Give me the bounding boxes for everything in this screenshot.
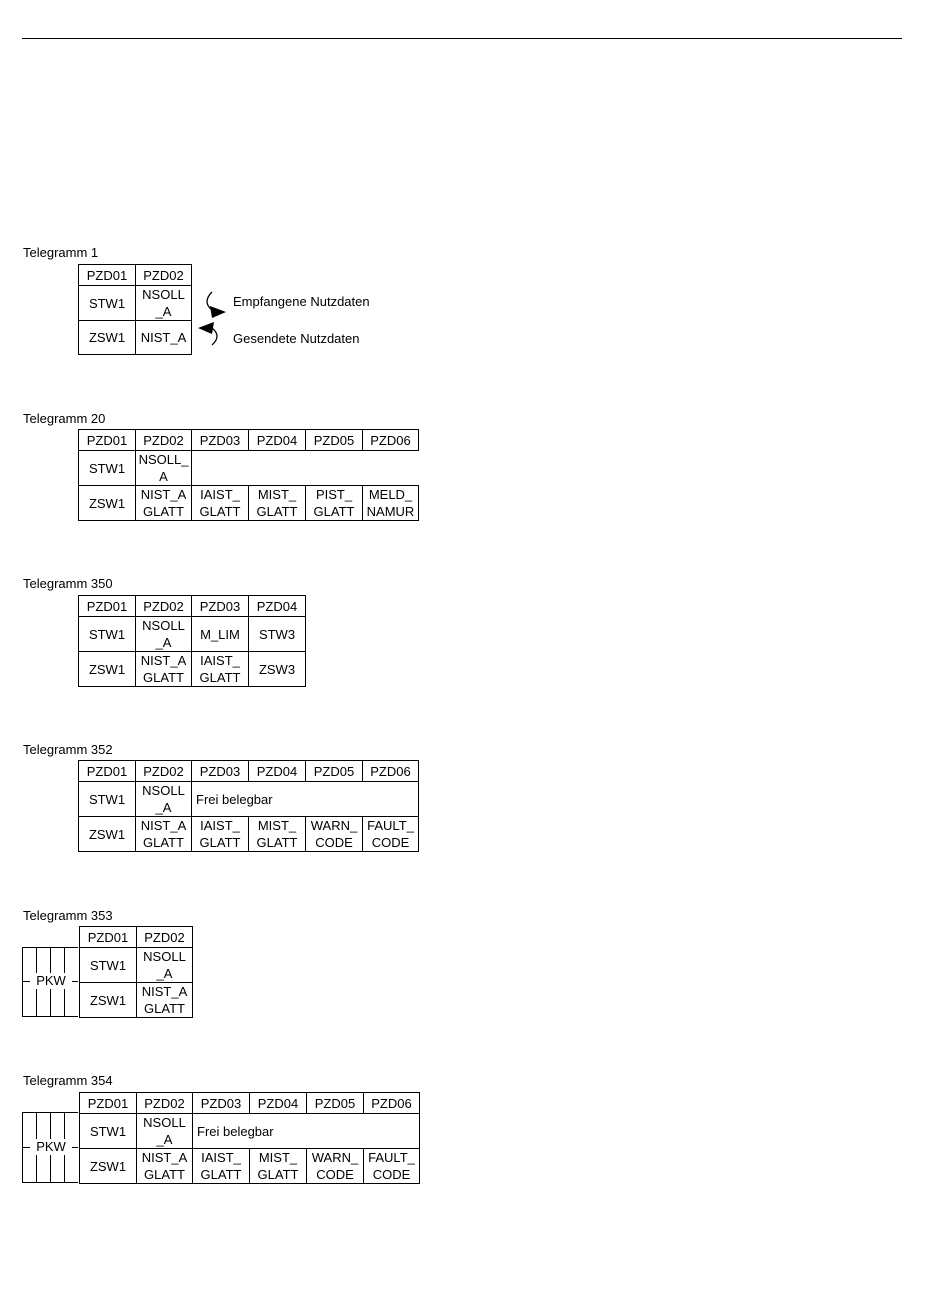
send-cell: NIST_A GLATT	[136, 486, 192, 521]
empty-area	[192, 451, 419, 486]
receive-cell: STW1	[79, 782, 136, 817]
receive-cell: STW1	[80, 1114, 137, 1149]
send-cell: FAULT_ CODE	[364, 1149, 420, 1184]
telegram-353-table	[79, 926, 193, 1018]
telegram-20-table	[78, 429, 419, 521]
send-cell: MIST_ GLATT	[250, 1149, 307, 1184]
header-cell: PZD01	[79, 596, 136, 617]
send-cell: MIST_ GLATT	[249, 486, 306, 521]
header-cell: PZD02	[136, 596, 192, 617]
header-cell: PZD02	[136, 430, 192, 451]
receive-cell: M_LIM	[192, 617, 249, 652]
send-cell: FAULT_ CODE	[363, 817, 419, 852]
send-cell: ZSW1	[79, 817, 136, 852]
header-cell: PZD02	[136, 761, 192, 782]
header-cell: PZD02	[137, 1093, 193, 1114]
header-cell: PZD05	[306, 430, 363, 451]
header-cell: PZD04	[249, 761, 306, 782]
send-cell: NIST_A GLATT	[137, 983, 193, 1018]
send-cell: ZSW1	[79, 321, 136, 355]
send-cell: MELD_ NAMUR	[363, 486, 419, 521]
header-cell: PZD04	[249, 430, 306, 451]
legend-sent: Gesendete Nutzdaten	[233, 331, 360, 346]
header-cell: PZD01	[79, 430, 136, 451]
send-cell: ZSW1	[79, 486, 136, 521]
telegram-353-label: Telegramm 353	[23, 908, 113, 923]
pkw-block	[22, 1112, 79, 1183]
receive-cell: NSOLL_ A	[136, 451, 192, 486]
send-cell: IAIST_ GLATT	[193, 1149, 250, 1184]
header-cell: PZD01	[79, 761, 136, 782]
header-cell: PZD01	[80, 1093, 137, 1114]
send-cell: ZSW3	[249, 652, 306, 687]
header-cell: PZD03	[192, 430, 249, 451]
receive-cell: STW1	[79, 286, 136, 321]
send-cell: IAIST_ GLATT	[192, 652, 249, 687]
send-cell: NIST_A GLATT	[137, 1149, 193, 1184]
pkw-label: PKW	[30, 1139, 72, 1155]
telegram-352-label: Telegramm 352	[23, 742, 113, 757]
receive-cell: STW1	[79, 451, 136, 486]
telegram-354-table	[79, 1092, 420, 1184]
send-cell: WARN_ CODE	[307, 1149, 364, 1184]
send-cell: ZSW1	[80, 983, 137, 1018]
send-cell: NIST_A	[136, 321, 192, 355]
header-cell: PZD05	[307, 1093, 364, 1114]
header-cell: PZD06	[363, 430, 419, 451]
legend-received: Empfangene Nutzdaten	[233, 294, 370, 309]
header-cell: PZD01	[79, 265, 136, 286]
header-cell: PZD02	[136, 265, 192, 286]
header-cell: PZD02	[137, 927, 193, 948]
header-cell: PZD03	[192, 761, 249, 782]
receive-cell: STW1	[79, 617, 136, 652]
pkw-label: PKW	[30, 973, 72, 989]
telegram-350-label: Telegramm 350	[23, 576, 113, 591]
receive-cell: STW3	[249, 617, 306, 652]
header-cell: PZD05	[306, 761, 363, 782]
send-cell: PIST_ GLATT	[306, 486, 363, 521]
send-cell: MIST_ GLATT	[249, 817, 306, 852]
free-assignable-cell: Frei belegbar	[192, 782, 419, 817]
send-cell: ZSW1	[79, 652, 136, 687]
send-cell: NIST_A GLATT	[136, 817, 192, 852]
send-cell: ZSW1	[80, 1149, 137, 1184]
header-cell: PZD06	[363, 761, 419, 782]
receive-cell: NSOLL _A	[137, 1114, 193, 1149]
send-cell: IAIST_ GLATT	[192, 817, 249, 852]
header-cell: PZD03	[193, 1093, 250, 1114]
top-rule	[22, 38, 902, 39]
receive-arrow-icon	[198, 290, 232, 350]
header-cell: PZD06	[364, 1093, 420, 1114]
header-cell: PZD04	[250, 1093, 307, 1114]
telegram-1-label: Telegramm 1	[23, 245, 99, 260]
receive-cell: NSOLL _A	[137, 948, 193, 983]
pkw-block	[22, 947, 79, 1017]
receive-cell: NSOLL _A	[136, 286, 192, 321]
telegram-20-label: Telegramm 20	[23, 411, 106, 426]
header-cell: PZD04	[249, 596, 306, 617]
receive-cell: STW1	[80, 948, 137, 983]
header-cell: PZD01	[80, 927, 137, 948]
receive-cell: NSOLL _A	[136, 617, 192, 652]
send-cell: NIST_A GLATT	[136, 652, 192, 687]
send-cell: WARN_ CODE	[306, 817, 363, 852]
receive-cell: NSOLL _A	[136, 782, 192, 817]
telegram-350-table	[78, 595, 306, 687]
telegram-354-label: Telegramm 354	[23, 1073, 113, 1088]
header-cell: PZD03	[192, 596, 249, 617]
telegram-1-table	[78, 264, 192, 355]
send-cell: IAIST_ GLATT	[192, 486, 249, 521]
free-assignable-cell: Frei belegbar	[193, 1114, 420, 1149]
telegram-352-table	[78, 760, 419, 852]
